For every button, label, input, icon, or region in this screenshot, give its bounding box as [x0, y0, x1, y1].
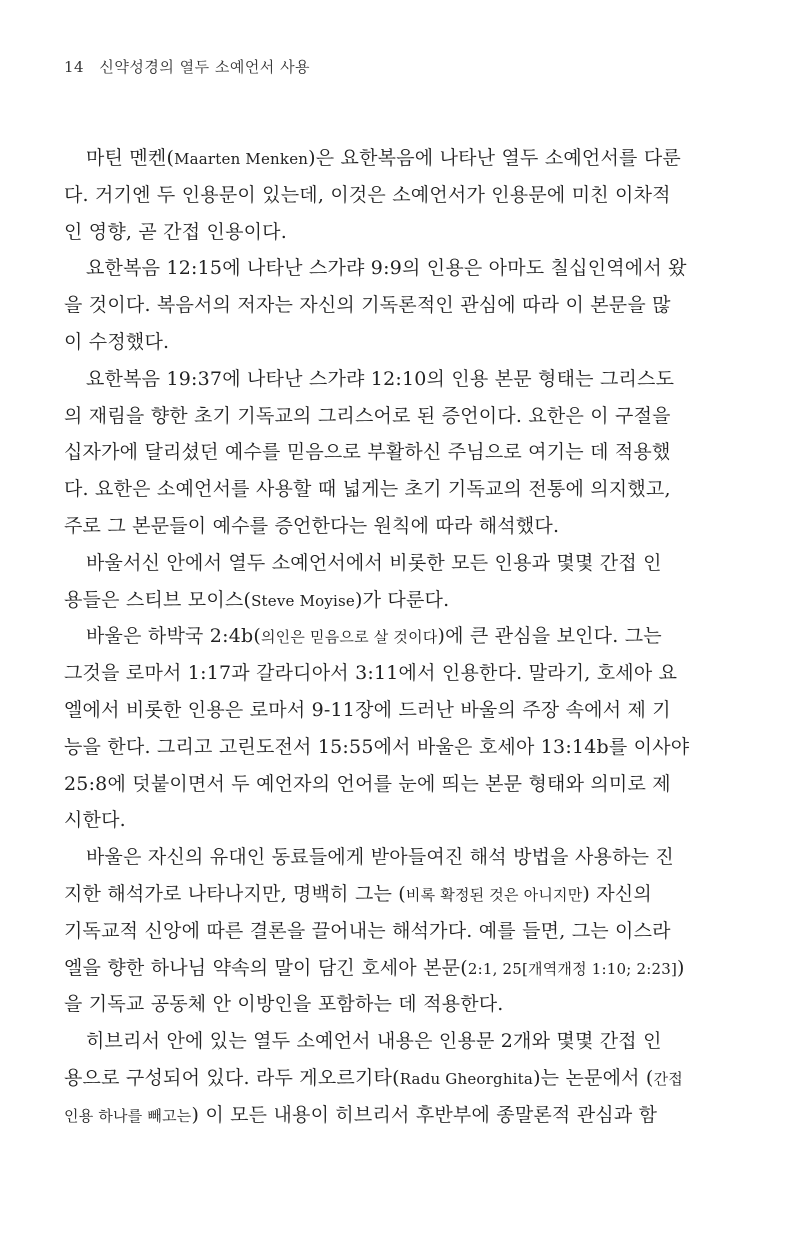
text-segment: 십자가에 달리셨던 예수를 믿음으로 부활하신 주님으로 여기는 데 적용했: [64, 441, 671, 464]
inline-small-text: 간접: [653, 1069, 683, 1088]
inline-small-text: 2:1, 25[개역개정 1:10; 2:23]: [467, 959, 678, 978]
text-segment: 요한복음 19:37에 나타난 스가랴 12:10의 인용 본문 형태는 그리스도: [86, 367, 675, 390]
text-segment: 이 수정했다.: [64, 330, 170, 353]
text-segment: 시한다.: [64, 809, 126, 832]
text-line: [64, 913, 740, 950]
text-segment: 엘을 향한 하나님 약속의 말이 담긴 호세아 본문(: [64, 956, 468, 979]
text-line: [64, 434, 740, 471]
inline-small-text: 비록 확정된 것은 아니지만: [405, 885, 583, 904]
text-line: [64, 140, 740, 177]
text-segment: 인 영향, 곧 간접 인용이다.: [64, 220, 287, 243]
text-segment: 바울은 하박국 2:4b(: [86, 625, 261, 648]
text-segment: )에 큰 관심을 보인다. 그는: [437, 625, 662, 648]
text-line: [64, 839, 740, 876]
text-line: [64, 692, 740, 729]
text-segment: 바울서신 안에서 열두 소예언서에서 비롯한 모든 인용과 몇몇 간접 인: [86, 551, 662, 574]
text-line: [64, 177, 740, 214]
running-head: [64, 56, 310, 77]
inline-small-text: Radu Gheorghita: [399, 1069, 534, 1088]
text-segment: ) 자신의: [582, 882, 652, 905]
text-segment: 다. 요한은 소예언서를 사용할 때 넓게는 초기 기독교의 전통에 의지했고,: [64, 478, 671, 501]
text-line: [64, 545, 740, 582]
text-line: [64, 876, 740, 913]
text-line: [64, 361, 740, 398]
text-line: [64, 766, 740, 803]
text-segment: 그것을 로마서 1:17과 갈라디아서 3:11에서 인용한다. 말라기, 호세아 요: [64, 662, 678, 685]
text-line: [64, 398, 740, 435]
text-segment: )는 논문에서 (: [533, 1066, 654, 1089]
text-line: [64, 950, 740, 987]
text-line: [64, 618, 740, 655]
text-segment: 주로 그 본문들이 예수를 증언한다는 원칙에 따라 해석했다.: [64, 514, 560, 537]
text-segment: 바울은 자신의 유대인 동료들에게 받아들여진 해석 방법을 사용하는 진: [86, 846, 674, 869]
text-line: [64, 324, 740, 361]
text-segment: ): [677, 956, 685, 979]
text-segment: 기독교적 신앙에 따른 결론을 끌어내는 해석가다. 예를 들면, 그는 이스라: [64, 919, 671, 942]
text-line: [64, 1097, 740, 1134]
text-segment: )은 요한복음에 나타난 열두 소예언서를 다룬: [308, 147, 681, 169]
inline-small-text: Maarten Menken: [174, 150, 309, 168]
text-line: [64, 250, 740, 287]
body-text: [64, 140, 740, 1134]
text-segment: 요한복음 12:15에 나타난 스가랴 9:9의 인용은 아마도 칠십인역에서 왔: [86, 257, 687, 280]
text-line: [64, 508, 740, 545]
inline-small-text: 의인은 믿음으로 살 것이다: [260, 628, 438, 647]
text-segment: 용들은 스티브 모이스(: [64, 588, 252, 611]
text-segment: 능을 한다. 그리고 고린도전서 15:55에서 바울은 호세아 13:14b를 이사야: [64, 735, 690, 758]
text-line: [64, 729, 740, 766]
text-segment: 히브리서 안에 있는 열두 소예언서 내용은 인용문 2개와 몇몇 간접 인: [86, 1030, 662, 1053]
text-line: [64, 287, 740, 324]
text-segment: 25:8에 덧붙이면서 두 예언자의 언어를 눈에 띄는 본문 형태와 의미로 제: [64, 772, 671, 795]
text-segment: 용으로 구성되어 있다. 라두 게오르기타(: [64, 1066, 400, 1089]
text-segment: )가 다룬다.: [355, 588, 450, 611]
text-line: [64, 986, 740, 1023]
text-line: [64, 1060, 740, 1097]
book-title: 신약성경의 열두 소예언서 사용: [99, 58, 311, 76]
text-segment: 의 재림을 향한 초기 기독교의 그리스어로 된 증언이다. 요한은 이 구절을: [64, 404, 671, 427]
text-line: [64, 471, 740, 508]
text-segment: 을 것이다. 복음서의 저자는 자신의 기독론적인 관심에 따라 이 본문을 많: [64, 294, 671, 317]
inline-small-text: Steve Moyise: [251, 591, 356, 610]
text-line: [64, 1023, 740, 1060]
inline-small-text: 인용 하나를 빼고는: [64, 1106, 192, 1125]
text-segment: 다. 거기엔 두 인용문이 있는데, 이것은 소예언서가 인용문에 미친 이차적: [64, 183, 671, 206]
text-segment: 엘에서 비롯한 인용은 로마서 9-11장에 드러난 바울의 주장 속에서 제 기: [64, 698, 671, 721]
text-segment: 을 기독교 공동체 안 이방인을 포함하는 데 적용한다.: [64, 993, 504, 1016]
page-number: 14: [64, 58, 85, 76]
text-line: [64, 582, 740, 619]
text-line: [64, 802, 740, 839]
text-segment: ) 이 모든 내용이 히브리서 후반부에 종말론적 관심과 함: [191, 1103, 658, 1126]
text-segment: 지한 해석가로 나타나지만, 명백히 그는 (: [64, 882, 406, 905]
text-line: [64, 214, 740, 251]
text-line: [64, 655, 740, 692]
text-segment: 마틴 멘켄(: [86, 147, 175, 169]
